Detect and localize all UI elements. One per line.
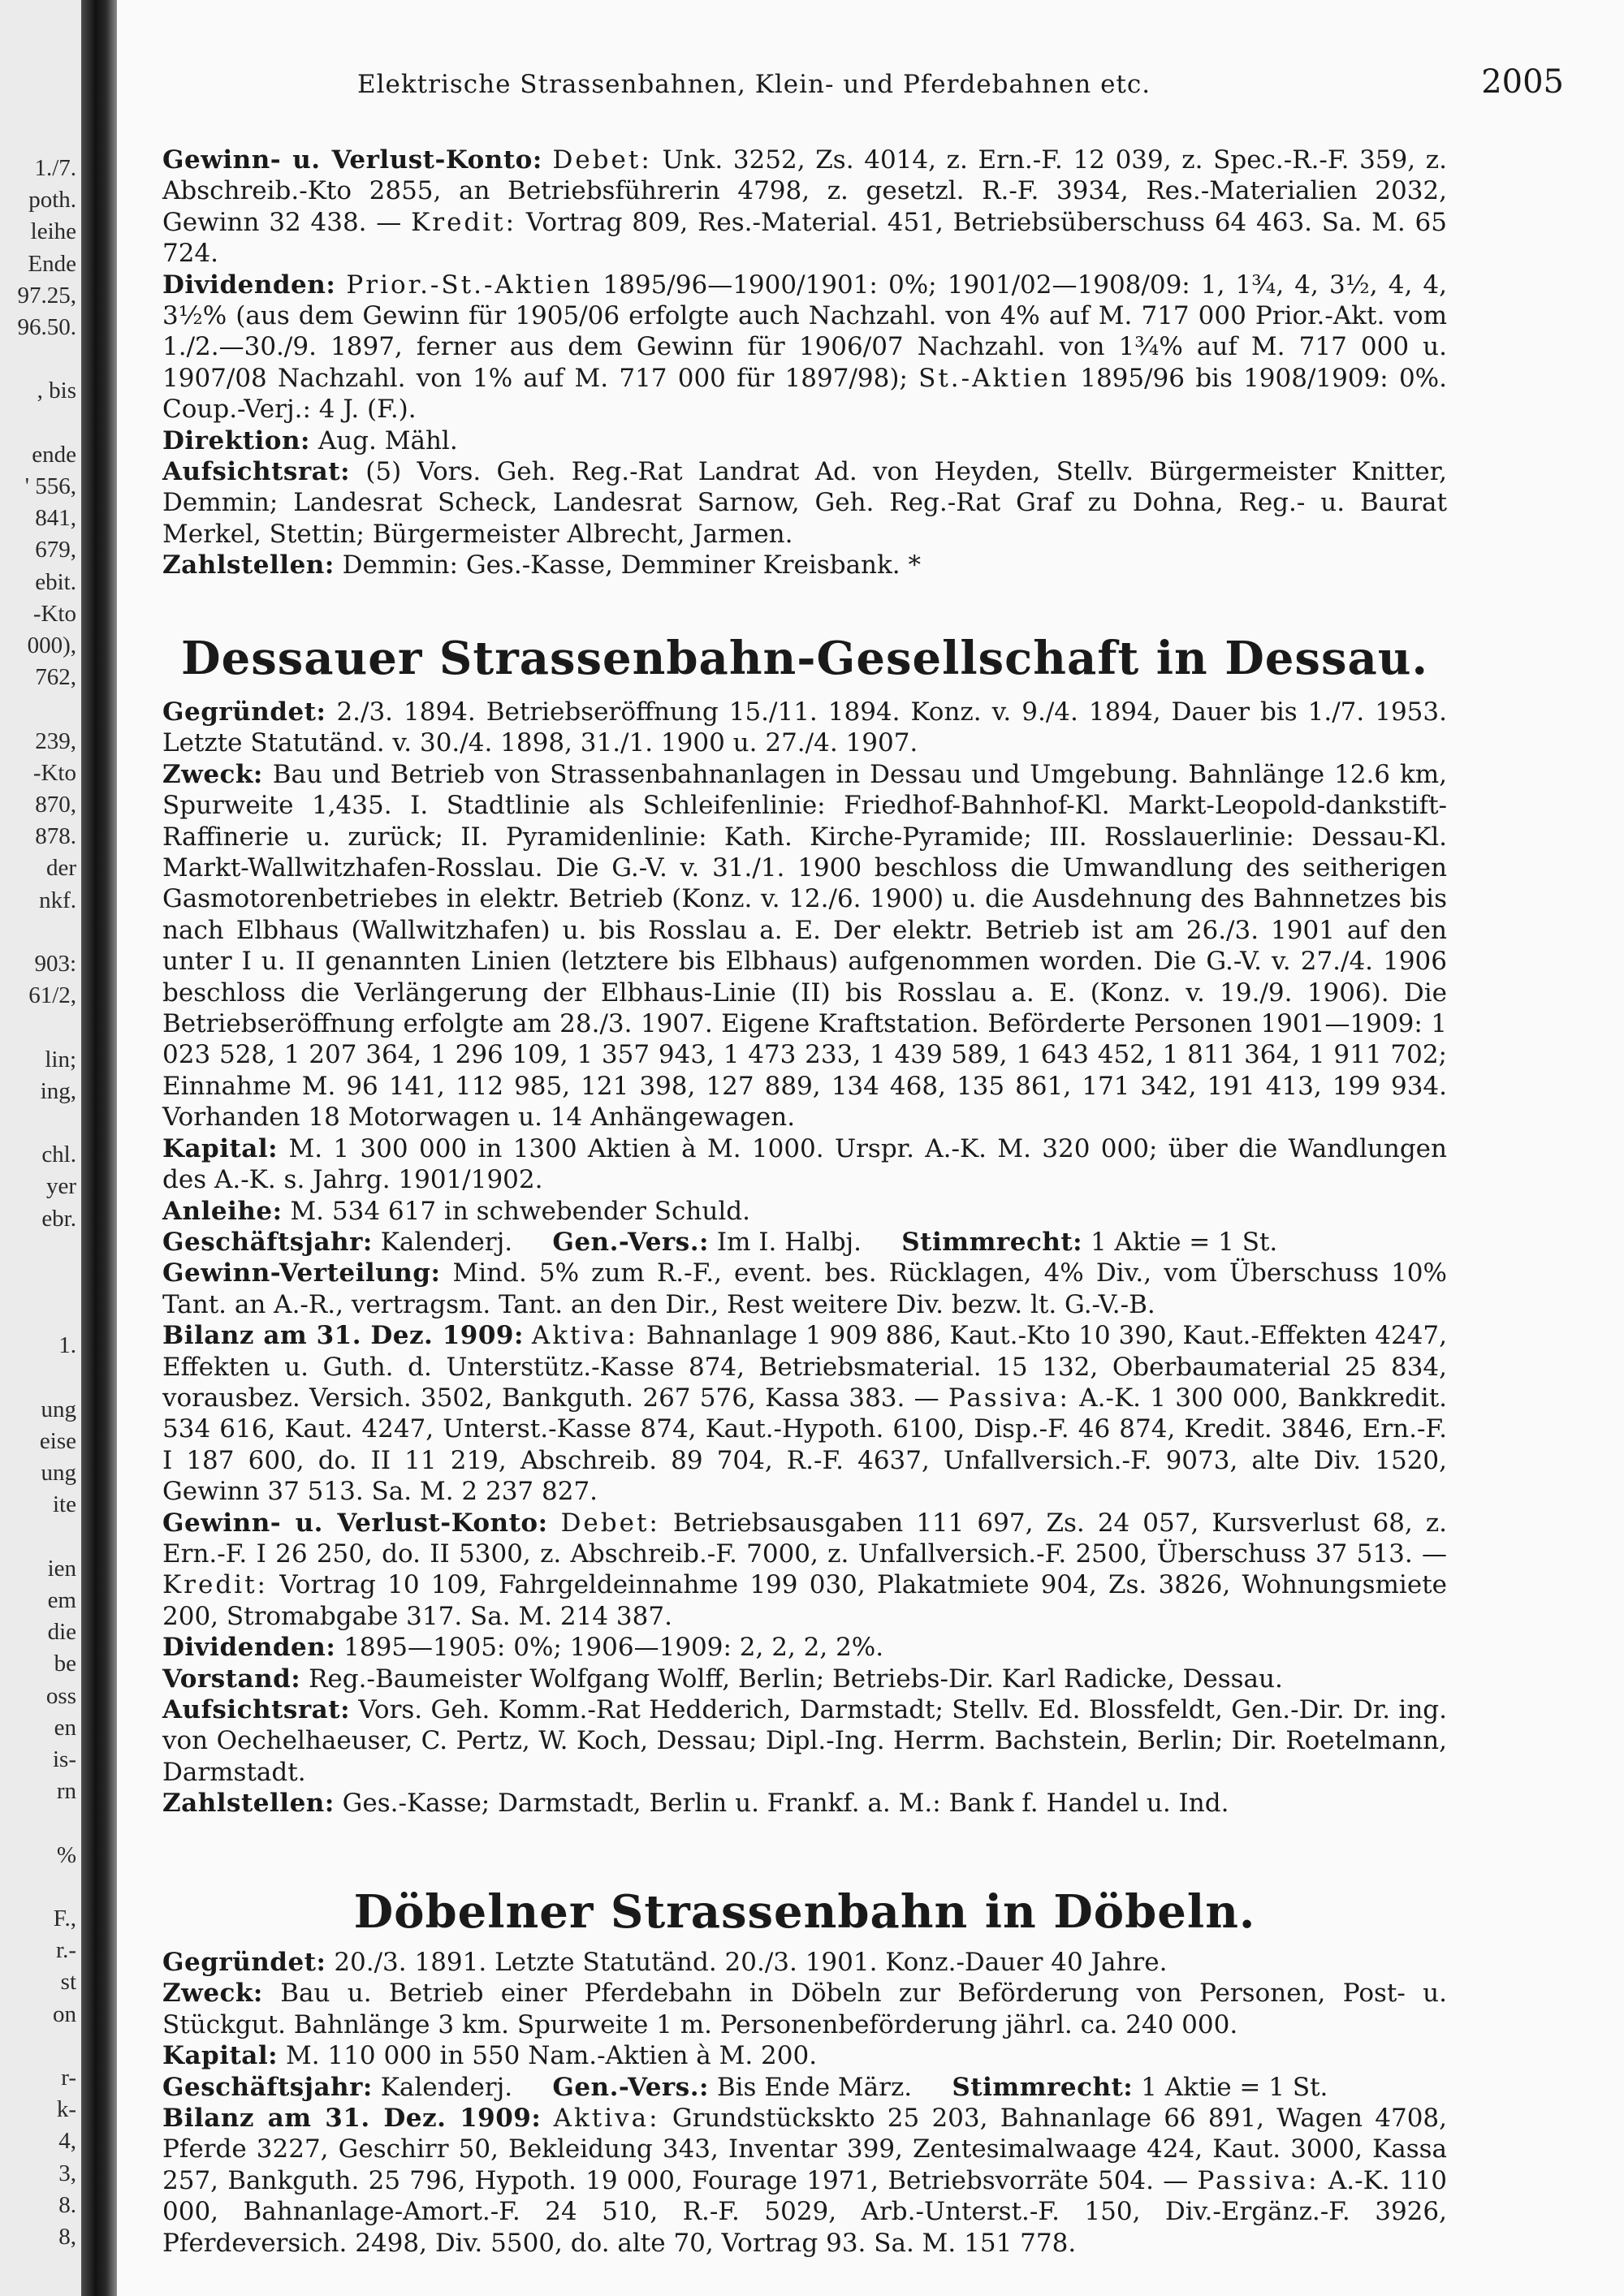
prev-column-line: is- <box>53 1746 76 1772</box>
prev-column-line: be <box>54 1651 76 1677</box>
prev-column-line: poth. <box>28 187 76 214</box>
text: Aug. Mähl. <box>317 425 458 455</box>
text: Reg.-Baumeister Wolfgang Wolff, Berlin; Betriebs-Dir. Karl Radicke, Dessau. <box>309 1664 1283 1694</box>
text: Ges.-Kasse; Darmstadt, Berlin u. Frankf. a. M.: Bank f. Handel u. Ind. <box>342 1789 1229 1819</box>
dividenden-paragraph <box>162 1632 1447 1663</box>
text: M. 1 300 000 in 1300 Aktien à M. 1000. Urspr. A.-K. M. 320 000; über die Wandlungen des A.-K. s. Jahrg. 1901/1902. <box>162 1133 1447 1195</box>
text: Vortrag 10 109, Fahrgeldeinnahme 199 030, Plakatmiete 904, Zs. 3826, Wohnungsmiete 200, Stromabgabe 317. Sa. M. 214 387. <box>162 1570 1447 1631</box>
aktiva-label: Aktiva: <box>531 1321 638 1351</box>
prior-label: Prior.-St.-Aktien <box>346 270 593 300</box>
label: Vorstand: <box>162 1664 301 1694</box>
label: Zweck: <box>162 1979 263 2009</box>
prev-column-line: ung <box>41 1396 76 1422</box>
kapital-paragraph <box>162 2040 1447 2071</box>
gegruendet-paragraph <box>162 697 1447 759</box>
heading-doebeln: Döbelner Strassenbahn in Döbeln. <box>353 1885 1256 1939</box>
text: 1895/96—1900/1901: 0%; 1901/02—1908/09: 1, 1¾, 4, 3½, 4, 4, 3½% (aus dem Gewinn für 1905/06 erfolgte auch Nachzahl. von 4% auf M. 717 000 Prior.-Akt. vom 1./2.—30./9. 1897, ferner aus dem Gewinn für 1906/07 Nachzahl. von 1¾% auf M. 717 000 u. 1907/08 Nachzahl. von 1% auf M. 717 000 für 1897/98); <box>162 270 1447 393</box>
aufsichtsrat-paragraph <box>162 1694 1447 1788</box>
prev-column-line: 1. <box>58 1332 76 1359</box>
label: Stimmrecht: <box>952 2072 1134 2102</box>
prev-column-line: ien <box>47 1555 76 1582</box>
prev-column-line: 878. <box>35 823 76 850</box>
prev-column-line: eise <box>39 1428 76 1454</box>
text: Kalenderj. <box>380 1227 513 1257</box>
aufsichtsrat-paragraph <box>162 456 1447 550</box>
zahlstellen-paragraph <box>162 1788 1447 1819</box>
label: Anleihe: <box>162 1196 283 1226</box>
label: Aufsichtsrat: <box>162 457 351 487</box>
prev-column-line: 903: <box>34 951 76 977</box>
st-label: St.-Aktien <box>918 363 1069 393</box>
prev-column-line: leihe <box>30 218 76 245</box>
prev-column-line: nkf. <box>39 887 76 913</box>
label: Gen.-Vers.: <box>552 2072 709 2102</box>
geschaeftsjahr-paragraph <box>162 1227 1447 1258</box>
bilanz-paragraph <box>162 2103 1447 2259</box>
text: 1895/96 bis 1908/1909: 0%. Coup.-Verj.: 4 J. (F.). <box>162 363 1447 425</box>
label: Gen.-Vers.: <box>552 1227 709 1257</box>
label: Bilanz am 31. Dez. 1909: <box>162 2104 542 2134</box>
prev-column-line: ite <box>53 1491 76 1518</box>
label: Gewinn-Verteilung: <box>162 1258 441 1288</box>
prev-column-line: 3, <box>58 2160 76 2186</box>
previous-page-column <box>0 0 81 2296</box>
label: Zahlstellen: <box>162 1789 335 1819</box>
label: Geschäftsjahr: <box>162 1227 373 1257</box>
text: 1 Aktie = 1 St. <box>1141 2072 1328 2102</box>
label: Gegründet: <box>162 697 326 727</box>
entry-doebeln <box>162 1947 1447 2259</box>
prev-column-line: Ende <box>28 250 76 277</box>
text: Im I. Halbj. <box>716 1227 862 1257</box>
label: Kapital: <box>162 2041 279 2071</box>
prev-column-line: 4, <box>58 2128 76 2155</box>
text: M. 534 617 in schwebender Schuld. <box>290 1196 750 1226</box>
direktion-paragraph <box>162 425 1447 456</box>
prev-column-line: ebr. <box>41 1205 76 1232</box>
prev-column-line: F., <box>53 1905 76 1931</box>
text: 2./3. 1894. Betriebseröffnung 15./11. 1894. Konz. v. 9./4. 1894, Dauer bis 1./7. 1953. Letzte Statutänd. v. 30./4. 1898, 31./1. 1900 u. 27./4. 1907. <box>162 697 1447 758</box>
prev-column-line: en <box>54 1714 76 1741</box>
text: Kalenderj. <box>380 2072 513 2102</box>
zahlstellen-paragraph <box>162 550 1447 580</box>
label: Direktion: <box>162 425 310 455</box>
vorstand-paragraph <box>162 1664 1447 1694</box>
text: Vortrag 809, Res.-Material. 451, Betriebsüberschuss 64 463. Sa. M. 65 724. <box>162 207 1447 269</box>
text: Bis Ende März. <box>716 2072 913 2102</box>
label: Gegründet: <box>162 1948 326 1977</box>
text: Mind. 5% zum R.-F., event. bes. Rücklagen, 4% Div., vom Überschuss 10% Tant. an A.-R., vertragsm. Tant. an den Dir., Rest weitere Div. bezw. lt. G.-V.-B. <box>162 1258 1447 1319</box>
text: 1 Aktie = 1 St. <box>1090 1227 1278 1257</box>
label: Dividenden: <box>162 270 336 300</box>
passiva-label: Passiva: <box>1197 2165 1320 2195</box>
debet-label: Debet: <box>560 1508 660 1538</box>
prev-column-line: 841, <box>35 505 76 532</box>
prev-column-line: % <box>56 1841 76 1868</box>
prev-column-line: , bis <box>37 378 76 404</box>
prev-column-line: ing, <box>40 1077 76 1104</box>
prev-column-line: r- <box>61 2065 76 2091</box>
prev-column-line: -Kto <box>32 600 76 627</box>
header-title: Elektrische Strassenbahnen, Klein- und Pferdebahnen etc. <box>357 70 1151 99</box>
text: Vors. Geh. Komm.-Rat Hedderich, Darmstadt; Stellv. Ed. Blossfeldt, Gen.-Dir. Dr. ing. von Oechelhaeuser, C. Pertz, W. Koch, Dessau; Dipl.-Ing. Herrm. Bachstein, Berlin; Dir. Roetelmann, Darmstadt. <box>162 1695 1447 1787</box>
running-header <box>357 62 1564 102</box>
aktiva-label: Aktiva: <box>553 2104 660 2134</box>
passiva-label: Passiva: <box>948 1383 1070 1413</box>
label: Aufsichtsrat: <box>162 1695 351 1724</box>
text: Unk. 3252, Zs. 4014, z. Ern.-F. 12 039, z. Spec.-R.-F. 359, z. Abschreib.-Kto 2855, an Betriebsführerin 4798, z. gesetzl. R.-F. 3934, Res.-Materialien 2032, Gewinn 32 438. — <box>162 145 1447 237</box>
zweck-paragraph <box>162 759 1447 1133</box>
prev-column-line: ebit. <box>35 568 76 595</box>
text: A.-K. 110 000, Bahnanlage-Amort.-F. 24 510, R.-F. 5029, Arb.-Unterst.-F. 150, Div.-Ergänz.-F. 3926, Pferdeversich. 2498, Div. 5500, do. alte 70, Vortrag 93. Sa. M. 151 778. <box>162 2165 1447 2258</box>
text: Bau und Betrieb von Strassenbahnanlagen in Dessau und Umgebung. Bahnlänge 12.6 km, Spurweite 1,435. I. Stadtlinie als Schleifenlinie: Friedhof-Bahnhof-Kl. Markt-Leopold-dankstift-Raffinerie u. zurück; II. Pyramidenlinie: Kath. Kirche-Pyramide; III. Rosslauerlinie: Dessau-Kl. Markt-Wallwitzhafen-Rosslau. Die G.-V. v. 31./1. 1900 beschloss die Umwandlung des seitherigen Gasmotorenbetriebes in elektr. Betrieb (Konz. v. 12./6. 1900) u. die Ausdehnung des Bahnnetzes bis nach Elbhaus (Wallwitzhafen) u. bis Rosslau a. E. Der elektr. Betrieb ist am 26./3. 1901 auf den unter I u. II genannten Linien (letztere bis Elbhaus) aufgenommen worden. Die G.-V. v. 27./4. 1906 beschloss die Verlängerung der Elbhaus-Linie (II) bis Rosslau a. E. (Konz. v. 19./9. 1906). Die Betriebseröffnung erfolgte am 28./3. 1907. Eigene Kraftstation. Beförderte Personen 1901—1909: 1 023 528, 1 207 364, 1 296 109, 1 357 943, 1 473 233, 1 439 589, 1 643 452, 1 811 364, 1 911 702; Einnahme M. 96 141, 112 985, 121 398, 127 889, 134 468, 135 861, 171 342, 191 413, 199 934. Vorhanden 18 Motorwagen u. 14 Anhängewagen. <box>162 759 1447 1133</box>
gv-konto-paragraph <box>162 145 1447 270</box>
text: Bau u. Betrieb einer Pferdebahn in Döbeln zur Beförderung von Personen, Post- u. Stückgut. Bahnlänge 3 km. Spurweite 1 m. Personenbeförderung jährl. ca. 240 000. <box>162 1979 1447 2039</box>
prev-column-line: rn <box>56 1778 76 1805</box>
label: Gewinn- u. Verlust-Konto: <box>162 145 542 175</box>
prev-column-line: st <box>60 1969 76 1996</box>
label: Dividenden: <box>162 1633 336 1663</box>
prev-column-line: 8. <box>58 2191 76 2218</box>
label: Zweck: <box>162 759 263 789</box>
kapital-paragraph <box>162 1133 1447 1196</box>
gv-konto-paragraph <box>162 1508 1447 1633</box>
text: Betriebsausgaben 111 697, Zs. 24 057, Kursverlust 68, z. Ern.-F. I 26 250, do. II 5300, z. Abschreib.-F. 7000, z. Unfallversich.-F. 2500, Überschuss 37 513. — <box>162 1508 1448 1569</box>
text: Bahnanlage 1 909 886, Kaut.-Kto 10 390, Kaut.-Effekten 4247, Effekten u. Guth. d. Unterstütz.-Kasse 874, Betriebsmaterial. 15 132, Oberbaumaterial 25 834, vorausbez. Versich. 3502, Bankguth. 267 576, Kassa 383. — <box>162 1321 1448 1413</box>
label: Geschäftsjahr: <box>162 2072 373 2102</box>
label: Bilanz am 31. Dez. 1909: <box>162 1321 524 1351</box>
text: M. 110 000 in 550 Nam.-Aktien à M. 200. <box>285 2041 818 2071</box>
prev-column-line: yer <box>45 1173 76 1200</box>
label: Stimmrecht: <box>901 1227 1083 1257</box>
label: Zahlstellen: <box>162 550 335 580</box>
prev-column-line: on <box>53 2000 76 2027</box>
text: Grundstückskto 25 203, Bahnanlage 66 891, Wagen 4708, Pferde 3227, Geschirr 50, Bekleidung 343, Inventar 399, Zentesimalwaage 424, Kaut. 3000, Kassa 257, Bankguth. 25 796, Hypoth. 19 000, Fourage 1971, Betriebsvorräte 504. — <box>162 2104 1447 2195</box>
text: A.-K. 1 300 000, Bankkredit. 534 616, Kaut. 4247, Unterst.-Kasse 874, Kaut.-Hypoth. 6100, Disp.-F. 46 874, Kredit. 3846, Ern.-F. I 187 600, do. II 11 219, Abschreib. 89 704, R.-F. 4637, Unfallversich.-F. 9073, alte Div. 1520, Gewinn 37 513. Sa. M. 2 237 827. <box>162 1383 1448 1507</box>
prev-column-line: oss <box>45 1682 76 1709</box>
prev-column-line: 8, <box>58 2224 76 2250</box>
bilanz-paragraph <box>162 1320 1447 1507</box>
prev-column-line: ende <box>32 441 76 468</box>
prev-column-line: lin; <box>45 1046 76 1072</box>
label: Kapital: <box>162 1133 279 1163</box>
kredit-label: Kredit: <box>411 207 517 237</box>
prev-column-line: die <box>47 1619 76 1646</box>
heading-dessau: Dessauer Strassenbahn-Gesellschaft in Dessau. <box>181 632 1428 685</box>
dividenden-paragraph <box>162 270 1447 425</box>
prev-column-line: 61/2, <box>28 982 76 1009</box>
prev-column-line: k- <box>56 2096 76 2123</box>
prev-column-line: -Kto <box>32 759 76 786</box>
text: 1895—1905: 0%; 1906—1909: 2, 2, 2, 2%. <box>343 1633 884 1663</box>
gewinn-verteilung-paragraph <box>162 1258 1447 1320</box>
text: 20./3. 1891. Letzte Statutänd. 20./3. 1901. Konz.-Dauer 40 Jahre. <box>334 1948 1168 1977</box>
book-gutter <box>81 0 117 2296</box>
entry-demmin-tail <box>162 145 1447 581</box>
prev-column-line: 000), <box>27 632 76 658</box>
page-number: 2005 <box>1481 63 1564 101</box>
debet-label: Debet: <box>552 145 652 175</box>
prev-column-line: 1./7. <box>34 155 76 181</box>
prev-column-line: 762, <box>35 664 76 691</box>
prev-column-line: 679, <box>35 537 76 563</box>
entry-dessau <box>162 697 1447 1819</box>
text: Demmin: Ges.-Kasse, Demminer Kreisbank. * <box>342 550 922 580</box>
prev-column-line: chl. <box>41 1142 76 1168</box>
gegruendet-paragraph <box>162 1947 1447 1978</box>
prev-column-line: 96.50. <box>17 314 76 340</box>
zweck-paragraph <box>162 1978 1447 2040</box>
prev-column-line: 870, <box>35 792 76 818</box>
prev-column-line: 97.25, <box>17 282 76 309</box>
prev-column-line: 239, <box>35 727 76 754</box>
prev-column-line: ung <box>41 1460 76 1487</box>
text: (5) Vors. Geh. Reg.-Rat Landrat Ad. von Heyden, Stellv. Bürgermeister Knitter, Demmin; Landesrat Scheck, Landesrat Sarnow, Geh. Reg.-Rat Graf zu Dohna, Reg.- u. Baurat Merkel, Stettin; Bürgermeister Albrecht, Jarmen. <box>162 457 1447 549</box>
label: Gewinn- u. Verlust-Konto: <box>162 1508 548 1538</box>
prev-column-line: ' 556, <box>24 473 76 499</box>
geschaeftsjahr-paragraph <box>162 2072 1447 2103</box>
prev-column-line: r.- <box>56 1937 76 1964</box>
prev-column-line: em <box>47 1587 76 1613</box>
anleihe-paragraph <box>162 1196 1447 1227</box>
kredit-label: Kredit: <box>162 1570 268 1600</box>
prev-column-line: der <box>45 855 76 882</box>
